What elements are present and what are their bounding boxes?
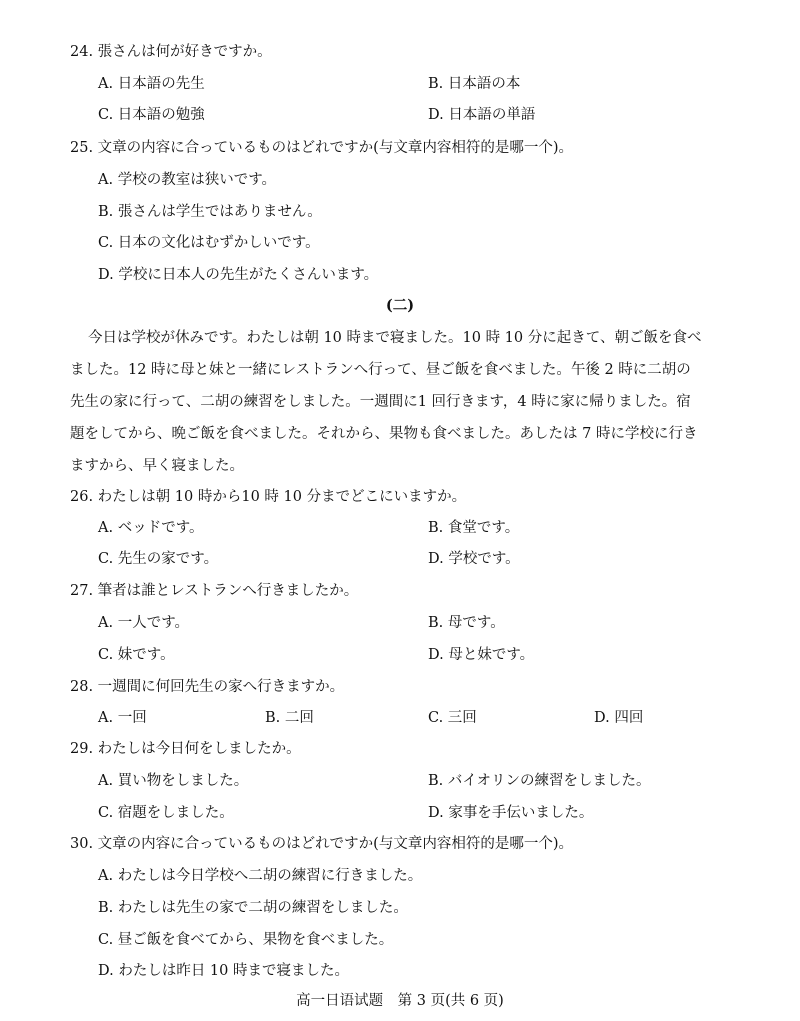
question-28-option-c: C. 三回 [428, 710, 477, 726]
passage-line-5: ますから、早く寝ました。 [70, 458, 244, 474]
question-24-stem: 24. 張さんは何が好きですか。 [70, 44, 272, 60]
question-27-option-c: C. 妹です。 [98, 647, 175, 663]
question-30-stem: 30. 文章の内容に合っているものはどれですか(与文章内容相符的是哪一个)。 [70, 836, 573, 852]
question-27-option-b: B. 母です。 [428, 615, 505, 631]
question-25-option-d: D. 学校に日本人の先生がたくさんいます。 [98, 267, 379, 283]
question-30-option-a: A. わたしは今日学校へ二胡の練習に行きました。 [98, 868, 423, 884]
question-28-stem: 28. 一週間に何回先生の家へ行きますか。 [70, 679, 345, 695]
passage-line-2: ました。12 時に母と妹と一緒にレストランへ行って、昼ご飯を食べました。午後 2 時に二胡の [70, 362, 691, 378]
question-25-option-a: A. 学校の教室は狭いです。 [98, 172, 277, 188]
question-29-option-b: B. バイオリンの練習をしました。 [428, 773, 651, 789]
question-25-option-b: B. 張さんは学生ではありません。 [98, 204, 322, 220]
question-27-stem: 27. 筆者は誰とレストランへ行きましたか。 [70, 583, 359, 599]
question-27-option-a: A. 一人です。 [98, 615, 190, 631]
question-29-option-c: C. 宿題をしました。 [98, 805, 234, 821]
question-28-option-a: A. 一回 [98, 710, 147, 726]
question-30-option-c: C. 昼ご飯を食べてから、果物を食べました。 [98, 932, 394, 948]
passage-line-3: 先生の家に行って、二胡の練習をしました。一週間に1 回行きます，4 時に家に帰りました。宿 [70, 394, 691, 410]
question-24-option-b: B. 日本語の本 [428, 76, 521, 92]
question-24-option-a: A. 日本語の先生 [98, 76, 205, 92]
question-25-stem: 25. 文章の内容に合っているものはどれですか(与文章内容相符的是哪一个)。 [70, 140, 573, 156]
question-29-stem: 29. わたしは今日何をしましたか。 [70, 741, 301, 757]
question-28-option-b: B. 二回 [265, 710, 314, 726]
page-footer: 高一日语试题 第 3 页(共 6 页) [296, 993, 504, 1009]
question-24-option-d: D. 日本語の単語 [428, 107, 536, 123]
passage-line-4: 題をしてから、晩ご飯を食べました。それから、果物も食べました。あしたは 7 時に学校に行き [70, 426, 698, 442]
question-26-option-b: B. 食堂です。 [428, 520, 520, 536]
question-29-option-a: A. 買い物をしました。 [98, 773, 249, 789]
section-title: (二) [385, 297, 415, 314]
question-30-option-d: D. わたしは昨日 10 時まで寝ました。 [98, 963, 349, 979]
question-26-option-c: C. 先生の家です。 [98, 551, 219, 567]
passage-line-1: 今日は学校が休みです。わたしは朝 10 時まで寝ました。10 時 10 分に起きて、朝ご飯を食べ [88, 330, 702, 346]
question-24-option-c: C. 日本語の勉強 [98, 107, 205, 123]
question-26-option-d: D. 学校です。 [428, 551, 520, 567]
question-28-option-d: D. 四回 [594, 710, 644, 726]
question-26-stem: 26. わたしは朝 10 時から10 時 10 分までどこにいますか。 [70, 489, 467, 505]
question-27-option-d: D. 母と妹です。 [428, 647, 535, 663]
question-30-option-b: B. わたしは先生の家で二胡の練習をしました。 [98, 900, 408, 916]
question-26-option-a: A. ベッドです。 [98, 520, 204, 536]
question-25-option-c: C. 日本の文化はむずかしいです。 [98, 235, 320, 251]
question-29-option-d: D. 家事を手伝いました。 [428, 805, 594, 821]
